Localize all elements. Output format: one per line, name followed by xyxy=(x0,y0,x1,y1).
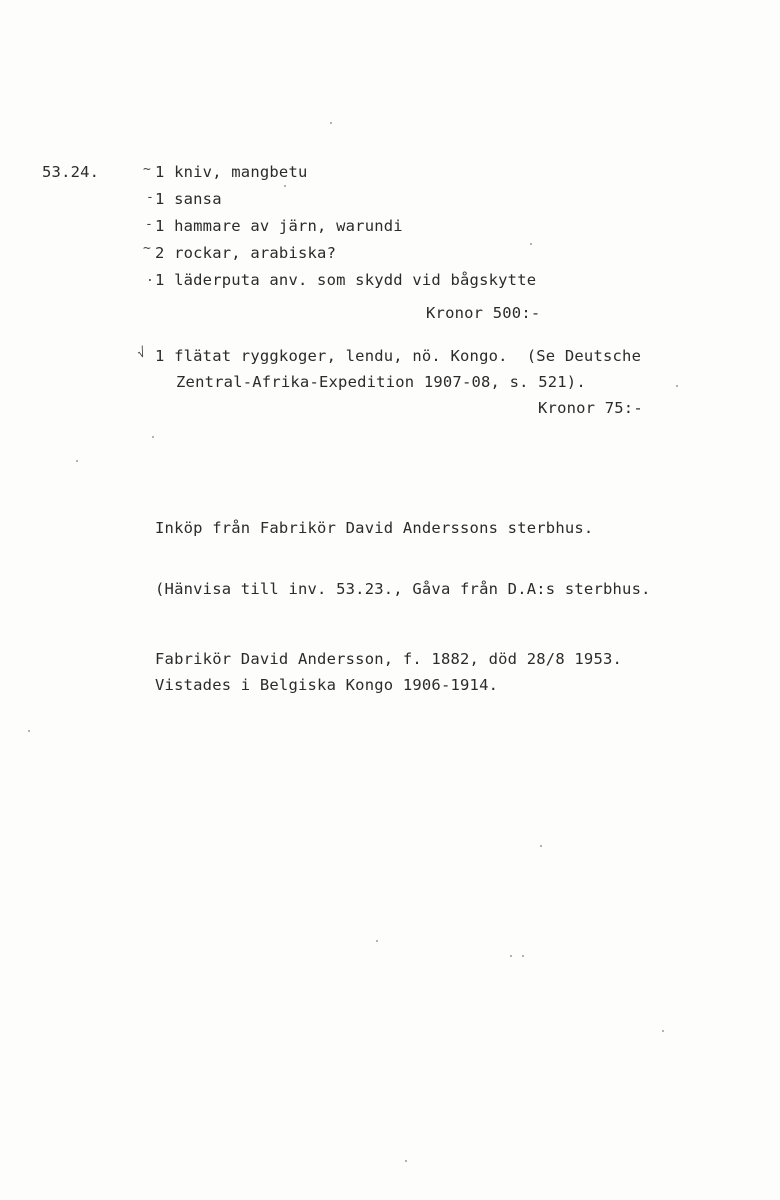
reference-note: (Hänvisa till inv. 53.23., Gåva från D.A:s sterbhus. xyxy=(155,580,651,598)
item-line: 1 läderputa anv. som skydd vid bågskytte xyxy=(155,271,537,289)
item-line: 1 hammare av järn, warundi xyxy=(155,217,403,235)
price-group2: Kronor 75:- xyxy=(538,399,643,417)
scan-speck xyxy=(405,1160,407,1162)
biography-line: Vistades i Belgiska Kongo 1906-1914. xyxy=(155,676,499,694)
item-line: 2 rockar, arabiska? xyxy=(155,244,337,262)
scan-speck xyxy=(676,385,678,387)
check-mark-4: ~ xyxy=(143,241,151,256)
biography-line: Fabrikör David Andersson, f. 1882, död 28/8 1953. xyxy=(155,650,623,668)
inventory-number: 53.24. xyxy=(42,163,100,181)
item-line: 1 sansa xyxy=(155,190,222,208)
item-line: 1 flätat ryggkoger, lendu, nö. Kongo. (Se Deutsche xyxy=(155,347,642,365)
check-mark-1: ~ xyxy=(143,162,151,177)
purchase-note: Inköp från Fabrikör David Anderssons sterbhus. xyxy=(155,519,594,537)
scan-speck xyxy=(284,185,286,187)
item-line: 1 kniv, mangbetu xyxy=(155,163,308,181)
scan-speck xyxy=(76,460,78,462)
scan-speck xyxy=(510,955,512,957)
scan-speck xyxy=(376,940,378,942)
scan-speck xyxy=(330,122,332,124)
scan-speck xyxy=(28,730,30,732)
price-group1: Kronor 500:- xyxy=(426,304,541,322)
scan-speck xyxy=(540,845,542,847)
check-mark-3: - xyxy=(145,217,153,232)
scan-speck xyxy=(530,243,532,245)
check-mark-5: . xyxy=(146,270,154,285)
item-line-continued: Zentral-Afrika-Expedition 1907-08, s. 521). xyxy=(176,373,586,391)
scan-speck xyxy=(152,436,154,438)
check-mark-2: - xyxy=(146,190,154,205)
check-mark-6: √ xyxy=(135,345,148,362)
scan-speck xyxy=(662,1030,664,1032)
scan-speck xyxy=(522,955,524,957)
